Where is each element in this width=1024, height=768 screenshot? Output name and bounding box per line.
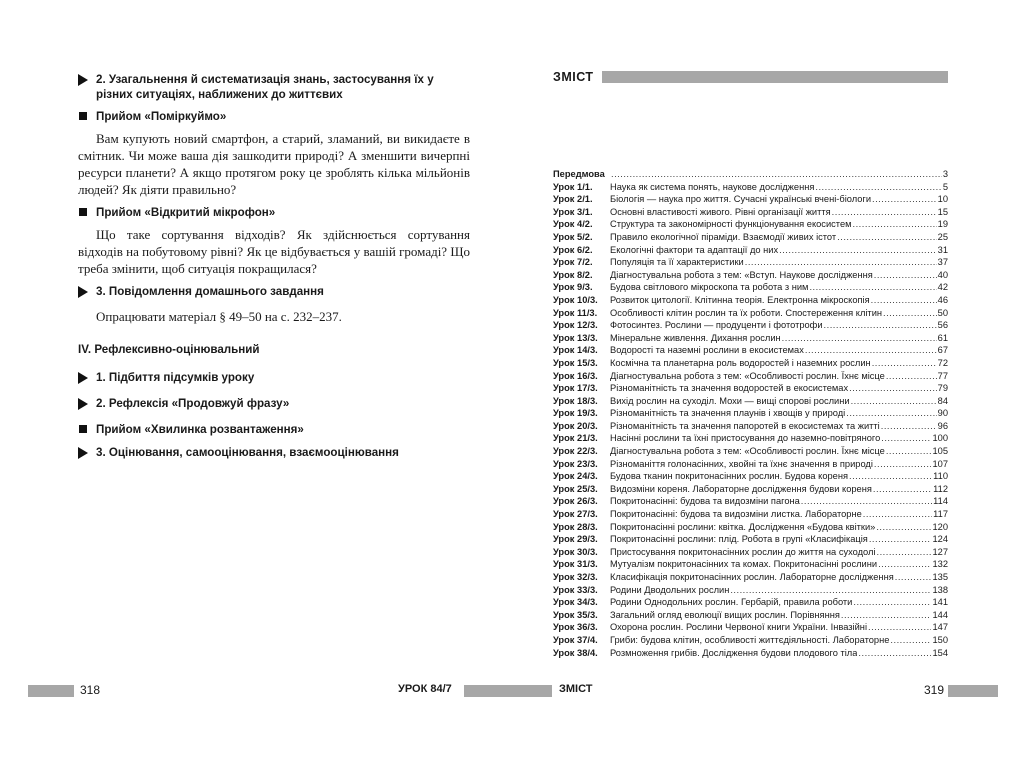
toc-entry-page: 135 xyxy=(932,572,948,582)
toc-entry xyxy=(553,231,948,244)
toc-entry-title: Різноманітність та значення плаунів і хвощів у природі xyxy=(610,408,846,419)
toc-entry-title: Мутуалізм покритонасінних та комах. Покритонасінні рослини xyxy=(610,559,878,570)
toc-entry-leader xyxy=(837,231,936,244)
toc-entry xyxy=(553,294,948,307)
toc-entry-title: Вихід рослин на суходіл. Мохи — вищі спорові рослини xyxy=(610,395,850,406)
toc-entry-leader xyxy=(858,647,931,660)
toc-entry-page: 124 xyxy=(932,534,948,545)
toc-entry-leader xyxy=(815,181,941,194)
square-bullet-icon xyxy=(78,422,96,438)
toc-entry-leader xyxy=(881,432,931,445)
toc-entry-label: Урок 13/3. xyxy=(553,332,598,343)
arrow-bullet-icon xyxy=(78,445,96,464)
toc-entry xyxy=(553,596,948,609)
stage-heading: IV. Рефлексивно-оцінювальний xyxy=(78,343,260,356)
toc-entry-label: Урок 25/3. xyxy=(553,483,598,494)
toc-entry xyxy=(553,470,948,483)
toc-entry-label: Урок 16/3. xyxy=(553,370,598,381)
toc-entry-leader xyxy=(878,558,931,571)
toc-entry-title: Різноманітність та значення водоростей в екосистемах xyxy=(610,383,849,394)
section-heading xyxy=(78,396,470,415)
toc-entry-page: 127 xyxy=(932,546,948,557)
toc-entry-label: Урок 1/1. xyxy=(553,181,593,192)
toc-entry-label: Урок 29/3. xyxy=(553,534,598,545)
toc-entry-label: Урок 38/4. xyxy=(553,647,598,658)
toc-entry-leader xyxy=(890,634,931,647)
toc-entry-page: 50 xyxy=(937,307,948,318)
toc-entry-title: Водорості та наземні рослини в екосистемах xyxy=(610,345,804,356)
toc-entry-page: 107 xyxy=(932,458,948,469)
toc-entry xyxy=(553,395,948,408)
toc-entry-page: 112 xyxy=(933,483,948,494)
toc-entry-page: 77 xyxy=(937,370,948,381)
toc-entry-leader xyxy=(841,609,932,622)
toc-entry-label: Урок 3/1. xyxy=(553,206,593,217)
toc-entry-label: Урок 37/4. xyxy=(553,634,598,645)
section-heading xyxy=(78,72,470,102)
toc-entry-label: Урок 15/3. xyxy=(553,357,598,368)
toc-entry-page: 150 xyxy=(932,634,948,645)
left-page-number: 318 xyxy=(80,683,101,697)
toc-entry-title: Будова світлового мікроскопа та робота з ним xyxy=(610,282,809,293)
toc-entry-leader xyxy=(886,445,932,458)
toc-entry-page: 42 xyxy=(937,282,948,293)
toc-entry xyxy=(553,181,948,194)
toc-entry-page: 40 xyxy=(937,269,948,280)
heading-text: Прийом «Хвилинка розвантаження» xyxy=(96,423,304,436)
toc-entry-leader xyxy=(863,508,932,521)
toc-entry xyxy=(553,647,948,660)
section-heading xyxy=(78,445,470,464)
toc-entry-leader xyxy=(871,294,937,307)
toc-entry-page: 25 xyxy=(937,231,948,242)
toc-entry-leader xyxy=(832,206,937,219)
toc-entry-title: Екологічні фактори та адаптації до них xyxy=(610,244,779,255)
toc-entry-label: Урок 35/3. xyxy=(553,609,598,620)
toc-entry-label: Передмова xyxy=(553,169,605,179)
toc-entry-page: 110 xyxy=(933,471,948,482)
toc-entry xyxy=(553,357,948,370)
toc-entry-page: 105 xyxy=(932,446,948,457)
toc-entry-page: 61 xyxy=(937,332,948,343)
toc-entry xyxy=(553,307,948,320)
toc-entry-label: Урок 22/3. xyxy=(553,446,598,457)
toc-entry-leader xyxy=(868,621,931,634)
toc-entry-label: Урок 32/3. xyxy=(553,572,598,582)
heading-text: Прийом «Поміркуймо» xyxy=(96,110,227,123)
heading-text: 3. Повідомлення домашнього завдання xyxy=(96,285,324,298)
toc-entry-title: Родини Однодольних рослин. Гербарій, правила роботи xyxy=(610,597,853,608)
toc-entry-title: Розвиток цитології. Клітинна теорія. Електронна мікроскопія xyxy=(610,294,870,305)
toc-entry-leader xyxy=(801,495,932,508)
toc-entry xyxy=(553,558,948,571)
toc-entry-title: Правило екологічної піраміди. Взаємодії живих істот xyxy=(610,231,837,242)
toc-entry-page: 15 xyxy=(937,206,948,217)
toc-entry-title: Покритонасінні рослини: плід. Робота в групі «Класифікація xyxy=(610,534,868,545)
toc-entry-page: 138 xyxy=(932,584,948,595)
toc-entry xyxy=(553,609,948,622)
arrow-bullet-icon xyxy=(78,284,96,303)
heading-text: 1. Підбиття підсумків уроку xyxy=(96,371,255,384)
toc-entry-label: Урок 2/1. xyxy=(553,194,593,205)
toc-entry-title: Біологія — наука про життя. Сучасні українські вчені-біологи xyxy=(610,194,872,205)
toc-entry-page: 79 xyxy=(937,383,948,394)
technique-heading xyxy=(78,422,470,438)
right-footer-bar xyxy=(948,685,998,697)
toc-entry-leader xyxy=(853,596,931,609)
toc-entry-page: 46 xyxy=(937,294,948,305)
toc-entry-label: Урок 18/3. xyxy=(553,395,598,406)
toc-entry xyxy=(553,407,948,420)
toc-entry xyxy=(553,420,948,433)
toc-entry-page: 90 xyxy=(937,408,948,419)
toc-entry-label: Урок 31/3. xyxy=(553,559,598,570)
square-bullet-icon xyxy=(78,109,96,125)
toc-entry-leader xyxy=(745,256,937,269)
toc-entry-page: 114 xyxy=(933,496,948,507)
toc-entry-label: Урок 23/3. xyxy=(553,458,598,469)
toc-entry xyxy=(553,218,948,231)
toc-entry-page: 72 xyxy=(937,357,948,368)
toc-entry-title: Різноманітність та значення папоротей в екосистемах та житті xyxy=(610,420,880,431)
toc-entry xyxy=(553,533,948,546)
toc-entry-leader xyxy=(869,533,932,546)
toc-entry-page: 84 xyxy=(937,395,948,406)
technique-heading xyxy=(78,205,470,221)
toc-entry xyxy=(553,256,948,269)
toc-entry-leader xyxy=(877,546,932,559)
toc-entry xyxy=(553,521,948,534)
toc-entry xyxy=(553,508,948,521)
toc-entry-label: Урок 26/3. xyxy=(553,496,598,507)
toc-entry xyxy=(553,445,948,458)
toc-entry-title: Охорона рослин. Рослини Червоної книги України. Інвазійні xyxy=(610,622,868,633)
toc-entry-leader xyxy=(872,357,937,370)
toc-entry-page: 56 xyxy=(937,320,948,331)
toc-entry-label: Урок 21/3. xyxy=(553,433,598,444)
toc-entry-page: 10 xyxy=(937,194,948,205)
toc-entry xyxy=(553,483,948,496)
toc-entry xyxy=(553,281,948,294)
toc-entry-label: Урок 34/3. xyxy=(553,597,598,608)
toc-entry-leader xyxy=(873,483,932,496)
toc-entry-label: Урок 28/3. xyxy=(553,521,598,532)
toc-entry xyxy=(553,432,948,445)
left-running-head: УРОК 84/7 xyxy=(398,683,452,695)
toc-entry-page: 100 xyxy=(932,433,948,444)
toc-entry-title: Родини Дводольних рослин xyxy=(610,584,730,595)
toc-entry-page: 144 xyxy=(932,609,948,620)
toc-entry-leader xyxy=(849,382,937,395)
toc-entry-leader xyxy=(853,218,937,231)
toc-entry xyxy=(553,244,948,257)
toc-entry-page: 67 xyxy=(937,345,948,356)
toc-header xyxy=(553,70,948,84)
left-page xyxy=(78,70,470,469)
toc-entry-leader xyxy=(886,370,937,383)
toc-entry-title: Структура та закономірності функціонування екосистем xyxy=(610,219,852,230)
toc-entry-leader xyxy=(779,244,937,257)
toc-entry-label: Урок 12/3. xyxy=(553,320,598,331)
toc-entry-page: 5 xyxy=(942,181,948,192)
toc-entry-title: Фотосинтез. Рослини — продуценти і фототрофи xyxy=(610,320,823,331)
toc-entry-title: Діагностувальна робота з тем: «Особливості рослин. Їхнє місце xyxy=(610,370,885,381)
toc-entry-leader xyxy=(849,470,932,483)
toc-entry-title: Наука як система понять, наукове дослідження xyxy=(610,181,815,192)
toc-entry-title: Гриби: будова клітин, особливості життєдіяльності. Лабораторне xyxy=(610,634,890,645)
toc-entry xyxy=(553,634,948,647)
toc-entry-title: Різноманіття голонасінних, хвойні та їхнє значення в природі xyxy=(610,458,873,469)
section-heading xyxy=(78,284,470,303)
toc-entry-leader xyxy=(874,458,932,471)
toc-entry xyxy=(553,269,948,282)
toc-entry xyxy=(553,546,948,559)
toc-entry-page: 132 xyxy=(932,559,948,570)
toc-entry-label: Урок 9/3. xyxy=(553,282,593,293)
toc-entry xyxy=(553,495,948,508)
toc-entry xyxy=(553,193,948,206)
toc-entry xyxy=(553,206,948,219)
toc-entry-leader xyxy=(782,332,937,345)
toc-entry-title: Покритонасінні рослини: квітка. Дослідження «Будова квітки» xyxy=(610,521,876,532)
toc-entry-label: Урок 8/2. xyxy=(553,269,593,280)
toc-entry-leader xyxy=(809,281,936,294)
right-page-number: 319 xyxy=(924,683,945,697)
toc-entry-title: Видозміни кореня. Лабораторне дослідження будови кореня xyxy=(610,483,872,494)
toc-entry-page: 31 xyxy=(937,244,948,255)
arrow-bullet-icon xyxy=(78,396,96,415)
toc-entry-leader xyxy=(611,168,942,181)
toc-entry-label: Урок 33/3. xyxy=(553,584,598,595)
toc-entry-title: Покритонасінні: будова та видозміни листка. Лабораторне xyxy=(610,509,862,520)
toc-entry-title: Популяція та її характеристики xyxy=(610,257,744,268)
toc-entry-leader xyxy=(730,584,931,597)
toc-entry xyxy=(553,344,948,357)
toc-entry-title: Космічна та планетарна роль водоростей і наземних рослин xyxy=(610,357,871,368)
paragraph: Опрацювати матеріал § 49–50 на с. 232–237. xyxy=(96,309,342,324)
toc-entry-label: Урок 30/3. xyxy=(553,546,598,557)
toc-entry-label: Урок 24/3. xyxy=(553,471,598,482)
toc-entry-label: Урок 17/3. xyxy=(553,383,598,394)
toc-entry-title: Покритонасінні: будова та видозміни пагона xyxy=(610,496,800,507)
toc-entry-leader xyxy=(851,395,937,408)
toc-entry xyxy=(553,332,948,345)
toc-entry-page: 141 xyxy=(932,597,948,608)
toc-entry xyxy=(553,382,948,395)
toc-entry xyxy=(553,370,948,383)
toc-entry-page: 147 xyxy=(932,622,948,633)
toc-entry-title: Основні властивості живого. Рівні організації життя xyxy=(610,206,831,217)
toc-entry-title: Особливості клітин рослин та їх роботи. Спостереження клітин xyxy=(610,307,883,318)
toc-entry-leader xyxy=(872,193,937,206)
toc-entry-page: 154 xyxy=(932,647,948,658)
toc-entry-title: Розмноження грибів. Дослідження будови плодового тіла xyxy=(610,647,858,658)
toc-entry xyxy=(553,168,948,181)
technique-heading xyxy=(78,109,470,125)
right-running-head: ЗМІСТ xyxy=(559,683,593,695)
square-bullet-icon xyxy=(78,205,96,221)
toc-entry-page: 117 xyxy=(933,509,948,520)
toc-entry-page: 96 xyxy=(937,420,948,431)
toc-entry-title: Будова тканин покритонасінних рослин. Будова кореня xyxy=(610,471,849,482)
toc-entry-page: 120 xyxy=(932,521,948,532)
toc-entry-label: Урок 14/3. xyxy=(553,345,598,356)
arrow-bullet-icon xyxy=(78,370,96,389)
toc-entry-leader xyxy=(876,521,931,534)
toc-entry-leader xyxy=(881,420,937,433)
heading-text: 2. Рефлексія «Продовжуй фразу» xyxy=(96,397,290,410)
toc-entry-label: Урок 5/2. xyxy=(553,231,593,242)
toc-entry-leader xyxy=(895,571,932,584)
toc-entry-page: 3 xyxy=(942,169,948,179)
toc-entry-leader xyxy=(874,269,937,282)
toc-entry xyxy=(553,621,948,634)
right-page xyxy=(553,70,948,659)
center-footer-bar xyxy=(464,685,552,697)
toc-entry-title: Пристосування покритонасінних рослин до життя на суходолі xyxy=(610,546,876,557)
toc-entry-title: Загальний огляд еволюції вищих рослин. Порівняння xyxy=(610,609,840,620)
toc-title-bar xyxy=(602,71,948,83)
left-footer-bar xyxy=(28,685,74,697)
toc-entry-label: Урок 7/2. xyxy=(553,257,593,268)
toc-entry-page: 37 xyxy=(937,257,948,268)
toc-title: ЗМІСТ xyxy=(553,70,594,84)
toc-entry-title: Мінеральне живлення. Дихання рослин xyxy=(610,332,781,343)
heading-text: 3. Оцінювання, самооцінювання, взаємооцінювання xyxy=(96,446,399,459)
toc-entry-label: Урок 10/3. xyxy=(553,294,598,305)
toc-entry-leader xyxy=(883,307,937,320)
toc-entry xyxy=(553,319,948,332)
toc-list xyxy=(553,168,948,659)
section-heading xyxy=(78,370,470,389)
toc-entry-title: Класифікація покритонасінних рослин. Лабораторне дослідження xyxy=(610,572,894,582)
toc-entry-leader xyxy=(805,344,937,357)
toc-entry-title: Діагностувальна робота з тем: «Вступ. Наукове дослідження xyxy=(610,269,873,280)
toc-entry xyxy=(553,584,948,597)
toc-entry-title: Насінні рослини та їхні пристосування до наземно-повітряного xyxy=(610,433,881,444)
toc-entry-label: Урок 36/3. xyxy=(553,622,598,633)
toc-entry-label: Урок 4/2. xyxy=(553,219,593,230)
toc-entry-title: Діагностувальна робота з тем: «Особливості рослин. Їхнє місце xyxy=(610,446,885,457)
toc-entry-label: Урок 19/3. xyxy=(553,408,598,419)
toc-entry-leader xyxy=(824,319,937,332)
paragraph: Що таке сортування відходів? Як здійснюється сортування відходів на побутовому рівні? Як це відбувається у вашій громаді? Що треба змінити, щоб ситуація покращилася? xyxy=(78,227,470,276)
heading-text: Прийом «Відкритий мікрофон» xyxy=(96,206,276,219)
heading-text: 2. Узагальнення й систематизація знань, застосування їх у різних ситуаціях, наближених до життєвих xyxy=(96,73,434,101)
toc-entry-label: Урок 27/3. xyxy=(553,509,598,520)
arrow-bullet-icon xyxy=(78,72,96,91)
paragraph: Вам купують новий смартфон, а старий, зламаний, ви викидаєте в смітник. Чи може ваша дія зашкодити природі? А зменшити вичерпні ресурси планети? А якщо протягом року це зроблять кілька мільйонів людей? Як діяти правильно? xyxy=(78,131,470,197)
toc-entry-leader xyxy=(846,407,936,420)
toc-entry xyxy=(553,458,948,471)
toc-entry-page: 19 xyxy=(937,219,948,230)
toc-entry-label: Урок 20/3. xyxy=(553,420,598,431)
toc-entry xyxy=(553,571,948,584)
toc-entry-label: Урок 11/3. xyxy=(553,307,598,318)
toc-entry-label: Урок 6/2. xyxy=(553,244,593,255)
